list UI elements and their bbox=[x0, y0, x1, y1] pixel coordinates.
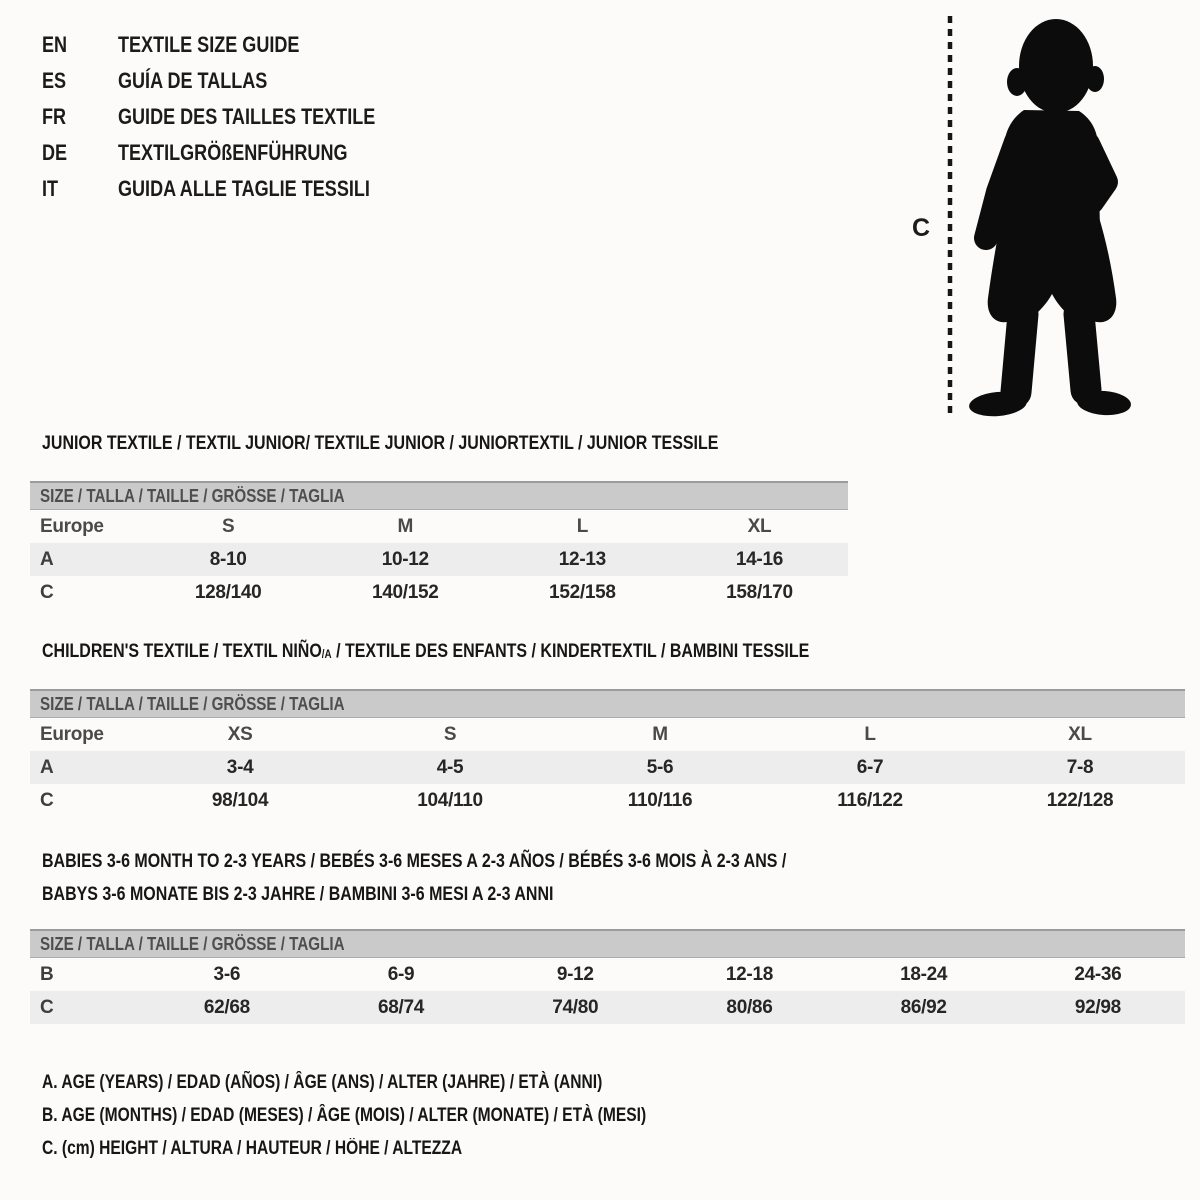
value-cell: 12-18 bbox=[725, 963, 773, 985]
children-sizes-row bbox=[30, 718, 1185, 751]
babies-section-title bbox=[42, 845, 950, 911]
size-cell: S bbox=[443, 723, 457, 745]
children-section-title bbox=[42, 640, 978, 663]
value-cell: 74/80 bbox=[552, 996, 599, 1018]
babies-title-line2: BABYS 3-6 MONATE BIS 2-3 JAHRE / BAMBINI 3-6 MESI A 2-3 ANNI bbox=[42, 883, 554, 905]
language-code: IT bbox=[42, 176, 59, 201]
height-measure-line bbox=[946, 16, 954, 423]
language-row-it bbox=[42, 171, 432, 207]
children-title-suffix: / TEXTILE DES ENFANTS / KINDERTEXTIL / BAMBINI TESSILE bbox=[331, 640, 810, 662]
row-key: C bbox=[40, 996, 54, 1018]
junior-size-table bbox=[30, 510, 848, 609]
row-key: B bbox=[40, 963, 54, 985]
junior-size-header bbox=[30, 481, 848, 510]
children-title-prefix: CHILDREN'S TEXTILE / TEXTIL NIÑO bbox=[42, 640, 322, 662]
children-size-table bbox=[30, 718, 1185, 817]
children-section-title-text bbox=[42, 640, 809, 663]
value-cell: 86/92 bbox=[900, 996, 947, 1018]
size-cell: M bbox=[397, 515, 414, 537]
size-cell: XS bbox=[227, 723, 253, 745]
value-cell: 128/140 bbox=[194, 581, 262, 603]
junior-height-row bbox=[30, 576, 848, 609]
babies-size-table bbox=[30, 958, 1185, 1024]
value-cell: 140/152 bbox=[371, 581, 439, 603]
babies-months-row bbox=[30, 958, 1185, 991]
value-cell: 6-9 bbox=[387, 963, 415, 985]
language-code: ES bbox=[42, 68, 67, 93]
junior-section-title-text: JUNIOR TEXTILE / TEXTIL JUNIOR/ TEXTILE JUNIOR / JUNIORTEXTIL / JUNIOR TESSILE bbox=[42, 432, 719, 454]
region-label: Europe bbox=[40, 723, 104, 745]
language-title: GUIDE DES TAILLES TEXTILE bbox=[118, 104, 376, 129]
size-cell: S bbox=[221, 515, 235, 537]
value-cell: 68/74 bbox=[378, 996, 425, 1018]
children-size-header-text: SIZE / TALLA / TAILLE / GRÖSSE / TAGLIA bbox=[40, 693, 345, 714]
legend-line-c-text: C. (cm) HEIGHT / ALTURA / HAUTEUR / HÖHE / ALTEZZA bbox=[42, 1138, 463, 1159]
legend-line-a-text: A. AGE (YEARS) / EDAD (AÑOS) / ÂGE (ANS) / ALTER (JAHRE) / ETÀ (ANNI) bbox=[42, 1072, 603, 1093]
value-cell: 12-13 bbox=[558, 548, 606, 570]
value-cell: 110/116 bbox=[627, 789, 693, 811]
height-measure-label: C bbox=[912, 214, 931, 242]
babies-size-header-text: SIZE / TALLA / TAILLE / GRÖSSE / TAGLIA bbox=[40, 933, 345, 954]
language-title: TEXTILGRÖßENFÜHRUNG bbox=[118, 140, 348, 165]
value-cell: 80/86 bbox=[726, 996, 773, 1018]
language-code: FR bbox=[42, 104, 67, 129]
language-row-es bbox=[42, 63, 432, 99]
row-key: C bbox=[40, 789, 54, 811]
value-cell: 104/110 bbox=[417, 789, 483, 811]
value-cell: 7-8 bbox=[1066, 756, 1094, 778]
value-cell: 122/128 bbox=[1046, 789, 1114, 811]
row-key: C bbox=[40, 581, 54, 603]
babies-size-header bbox=[30, 929, 1185, 958]
row-key: A bbox=[40, 548, 54, 570]
size-cell: XL bbox=[747, 515, 772, 537]
language-code: EN bbox=[42, 32, 68, 57]
value-cell: 4-5 bbox=[436, 756, 464, 778]
value-cell: 98/104 bbox=[211, 789, 269, 811]
children-size-header bbox=[30, 689, 1185, 718]
language-row-de bbox=[42, 135, 432, 171]
language-list bbox=[42, 27, 432, 207]
language-title: TEXTILE SIZE GUIDE bbox=[118, 32, 300, 57]
junior-sizes-row bbox=[30, 510, 848, 543]
value-cell: 158/170 bbox=[726, 581, 793, 603]
size-cell: L bbox=[576, 515, 588, 537]
language-code: DE bbox=[42, 140, 68, 165]
value-cell: 9-12 bbox=[556, 963, 594, 985]
size-cell: XL bbox=[1068, 723, 1092, 745]
size-cell: M bbox=[652, 723, 668, 745]
legend-line-b bbox=[42, 1099, 779, 1132]
children-height-row bbox=[30, 784, 1185, 817]
toddler-silhouette-icon bbox=[960, 14, 1140, 423]
language-row-en bbox=[42, 27, 432, 63]
value-cell: 10-12 bbox=[381, 548, 429, 570]
value-cell: 14-16 bbox=[735, 548, 783, 570]
babies-title-line1: BABIES 3-6 MONTH TO 2-3 YEARS / BEBÉS 3-6 MESES A 2-3 AÑOS / BÉBÉS 3-6 MOIS À 2-3 ANS / bbox=[42, 850, 787, 872]
legend-line-a bbox=[42, 1066, 779, 1099]
value-cell: 8-10 bbox=[209, 548, 247, 570]
value-cell: 62/68 bbox=[203, 996, 250, 1018]
children-age-row bbox=[30, 751, 1185, 784]
legend-line-c bbox=[42, 1132, 779, 1165]
size-cell: L bbox=[864, 723, 876, 745]
value-cell: 3-4 bbox=[226, 756, 254, 778]
region-label: Europe bbox=[40, 515, 104, 537]
junior-section-title bbox=[42, 432, 867, 455]
language-title: GUIDA ALLE TAGLIE TESSILI bbox=[118, 176, 370, 201]
value-cell: 3-6 bbox=[213, 963, 241, 985]
value-cell: 18-24 bbox=[900, 963, 948, 985]
language-title: GUÍA DE TALLAS bbox=[118, 68, 268, 93]
legend-line-b-text: B. AGE (MONTHS) / EDAD (MESES) / ÂGE (MOIS) / ALTER (MONATE) / ETÀ (MESI) bbox=[42, 1105, 647, 1126]
legend bbox=[42, 1066, 779, 1165]
row-key: A bbox=[40, 756, 54, 778]
value-cell: 116/122 bbox=[837, 789, 903, 811]
language-row-fr bbox=[42, 99, 432, 135]
value-cell: 5-6 bbox=[646, 756, 674, 778]
value-cell: 92/98 bbox=[1074, 996, 1121, 1018]
value-cell: 24-36 bbox=[1074, 963, 1122, 985]
value-cell: 152/158 bbox=[549, 581, 616, 603]
junior-age-row bbox=[30, 543, 848, 576]
value-cell: 6-7 bbox=[856, 756, 884, 778]
junior-size-header-text: SIZE / TALLA / TAILLE / GRÖSSE / TAGLIA bbox=[40, 485, 345, 506]
babies-height-row bbox=[30, 991, 1185, 1024]
children-title-sub: /A bbox=[321, 647, 332, 661]
